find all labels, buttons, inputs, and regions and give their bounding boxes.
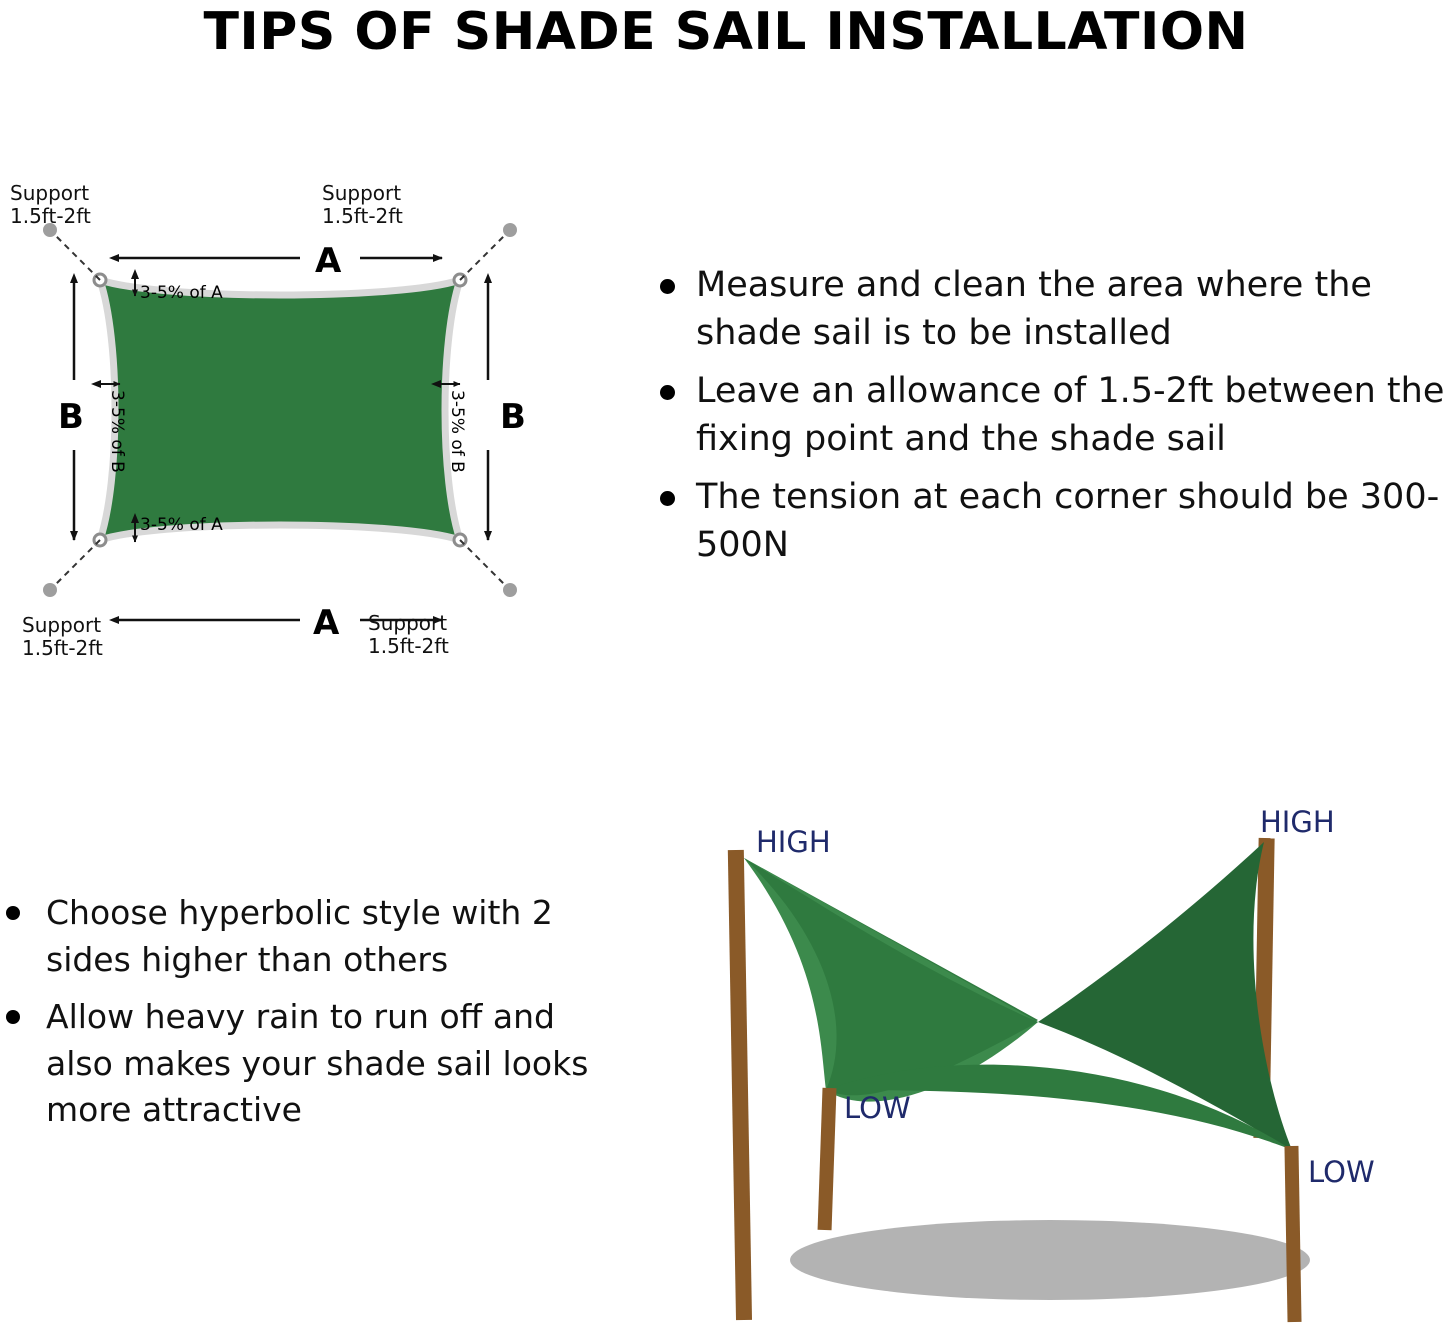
top-diagram-container — [0, 160, 660, 740]
support-line-bottom-left — [52, 540, 100, 588]
support-point-bottom-right — [503, 583, 517, 597]
support-label-top-right-line1: Support — [322, 181, 402, 205]
list-item-text: Leave an allowance of 1.5-2ft between the fixing point and the shade sail — [696, 370, 1445, 459]
list-item — [650, 474, 1450, 570]
list-item-text: The tension at each corner should be 300-500N — [696, 476, 1440, 565]
list-item-text: Allow heavy rain to run off and also makes your shade sail looks more attractive — [46, 996, 589, 1130]
label-high-right: HIGH — [1260, 805, 1335, 839]
label-high-left: HIGH — [756, 825, 831, 859]
support-line-bottom-right — [460, 540, 508, 588]
support-line-top-left — [52, 232, 100, 280]
page-title: TIPS OF SHADE SAIL INSTALLATION — [203, 2, 1249, 62]
bullet-dot-icon — [6, 906, 20, 920]
curve-depth-top-label: 3-5% of A — [140, 283, 223, 303]
bullet-dot-icon — [660, 491, 675, 506]
post-low-left — [818, 1088, 837, 1230]
dim-label-top-a: A — [315, 241, 342, 281]
bottom-tips-list-container — [0, 890, 630, 1144]
support-label-top-left-line1: Support — [10, 181, 90, 205]
curve-depth-right-label: 3-5% of B — [447, 390, 467, 473]
support-label-top-left-line2: 1.5ft-2ft — [10, 204, 91, 228]
label-low-right: LOW — [1308, 1155, 1375, 1189]
dim-label-left-b: B — [58, 397, 84, 437]
list-item — [0, 994, 630, 1135]
post-high-left — [728, 850, 752, 1320]
support-point-top-right — [503, 223, 517, 237]
dim-label-right-b: B — [500, 397, 526, 437]
shade-sail-shape — [100, 280, 460, 540]
bottom-diagram-container — [620, 790, 1452, 1325]
ground-shadow — [790, 1220, 1310, 1300]
list-item-text: Measure and clean the area where the shade sail is to be installed — [696, 265, 1372, 353]
support-line-top-right — [460, 232, 508, 280]
bullet-dot-icon — [6, 1010, 20, 1024]
list-item — [650, 368, 1450, 464]
dim-label-bottom-a: A — [313, 603, 340, 643]
bottom-tips-list — [0, 890, 630, 1134]
sail-left — [744, 858, 1038, 1095]
list-item-text: Choose hyperbolic style with 2 sides higher than others — [46, 893, 553, 979]
list-item — [650, 262, 1450, 358]
label-low-left: LOW — [844, 1091, 911, 1125]
support-label-bottom-left-line2: 1.5ft-2ft — [22, 636, 103, 660]
curve-depth-left-label: 3-5% of B — [107, 390, 127, 473]
support-label-bottom-left-line1: Support — [22, 613, 102, 637]
support-label-bottom-right-line2: 1.5ft-2ft — [368, 634, 449, 658]
top-tips-list-container — [650, 262, 1450, 580]
curve-depth-bottom-label: 3-5% of A — [140, 515, 223, 535]
list-item — [0, 890, 630, 984]
bullet-dot-icon — [660, 279, 675, 294]
support-label-top-right-line2: 1.5ft-2ft — [322, 204, 403, 228]
top-tips-list — [650, 262, 1450, 570]
post-low-right — [1284, 1146, 1301, 1322]
support-point-bottom-left — [43, 583, 57, 597]
support-label-bottom-right-line1: Support — [368, 611, 448, 635]
bullet-dot-icon — [660, 385, 675, 400]
